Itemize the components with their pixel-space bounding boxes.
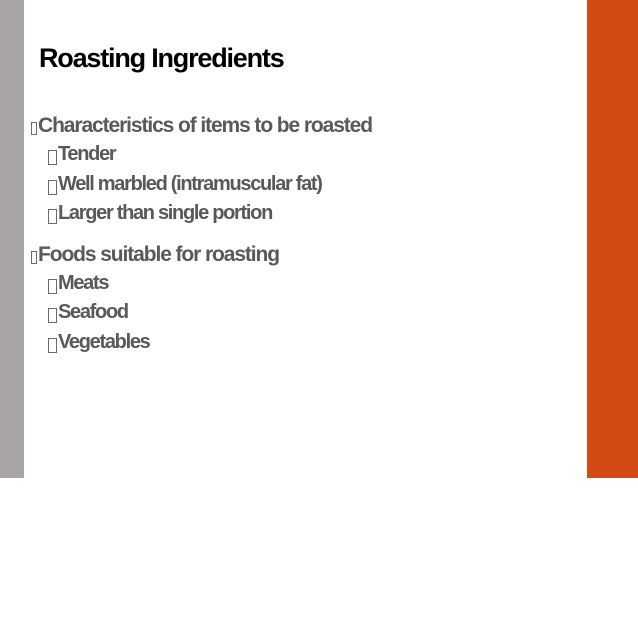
bullet-group-characteristics: [31, 114, 581, 232]
bullet-group-foods: [31, 243, 581, 361]
bullet-box-icon: [31, 251, 37, 264]
sub-bullet-text: Tender: [58, 143, 116, 165]
bullet-item: [31, 114, 581, 143]
sub-bullet-text: Larger than single portion: [58, 202, 272, 224]
sub-bullet-text: Vegetables: [58, 330, 150, 353]
right-accent-bar: [587, 0, 638, 478]
bullet-box-icon: [48, 308, 57, 323]
sub-bullet-item: [31, 143, 581, 173]
bullet-box-icon: [48, 338, 57, 353]
left-accent-bar: [0, 0, 24, 478]
bullet-box-icon: [48, 209, 57, 224]
slide-title: Roasting Ingredients: [39, 43, 284, 73]
bullet-text: Characteristics of items to be roasted: [38, 114, 372, 137]
sub-bullet-item: [31, 301, 581, 331]
bullet-item: [31, 243, 581, 272]
bullet-box-icon: [48, 279, 57, 294]
sub-bullet-text: Seafood: [58, 301, 128, 323]
sub-bullet-item: [31, 202, 581, 232]
bullet-box-icon: [31, 122, 37, 135]
sub-bullet-text: Well marbled (intramuscular fat): [58, 172, 322, 195]
bullet-text: Foods suitable for roasting: [38, 242, 279, 266]
sub-bullet-item: [31, 331, 581, 361]
bullet-box-icon: [48, 180, 57, 195]
sub-bullet-item: [31, 173, 581, 203]
sub-bullet-item: [31, 272, 581, 302]
bullet-box-icon: [48, 150, 57, 165]
bullet-list: [31, 114, 581, 371]
sub-bullet-text: Meats: [58, 271, 109, 294]
